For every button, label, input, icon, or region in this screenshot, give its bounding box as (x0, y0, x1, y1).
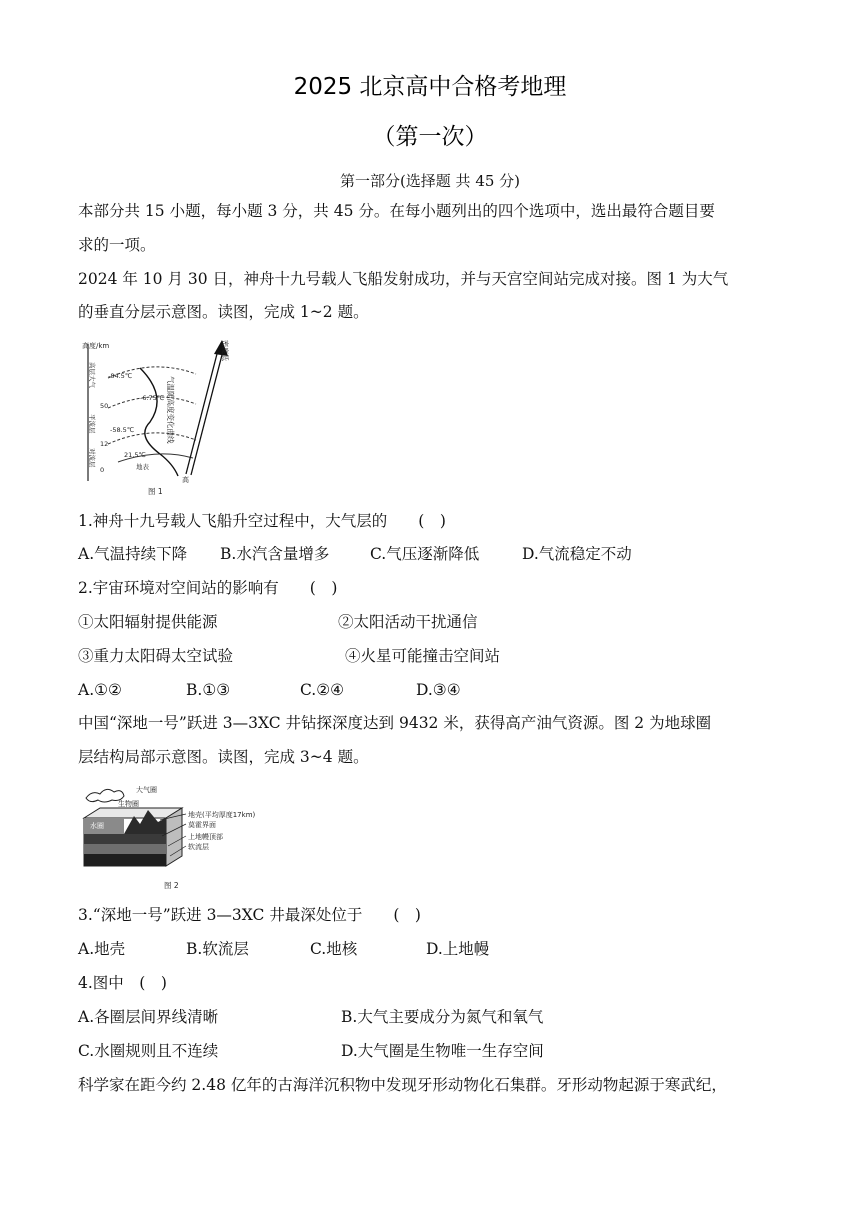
q1-stem: 1.神舟十九号载人飞船升空过程中，大气层的 ( ) (78, 512, 446, 530)
biosphere-label: 生物圈 (118, 800, 139, 808)
tick-0: 0 (100, 466, 105, 474)
q1-option-b[interactable]: B.水汽含量增多 (220, 545, 330, 563)
q4-option-b[interactable]: B.大气主要成分为氮气和氧气 (341, 1008, 544, 1026)
figure-1-atmosphere-diagram (78, 336, 238, 502)
moho-label: 莫霍界面 (188, 821, 216, 829)
ground-label: 地表 (136, 463, 149, 471)
q3-option-a[interactable]: A.地壳 (78, 940, 126, 958)
q2-statement-2: ②太阳活动干扰通信 (338, 613, 478, 631)
section-heading: 第一部分(选择题 共 45 分) (339, 172, 521, 190)
block-top-face (84, 808, 182, 818)
q2-stem: 2.宇宙环境对空间站的影响有 ( ) (78, 579, 338, 597)
exam-title: 2025 北京高中合格考地理 (293, 74, 567, 100)
passage3-line-1: 科学家在距今约 2.48 亿年的古海洋沉积物中发现牙形动物化石集群。牙形动物起源于寒武纪， (78, 1076, 727, 1094)
temp-label-1: -84.5℃ (108, 372, 133, 380)
exam-subtitle: （第一次） (372, 124, 488, 150)
q4-option-c[interactable]: C.水圈规则且不连续 (78, 1042, 219, 1060)
q4-stem: 4.图中 ( ) (78, 974, 167, 992)
q1-option-d[interactable]: D.气流稳定不动 (522, 545, 632, 563)
q2-statement-4: ④火星可能撞击空间站 (345, 647, 501, 665)
layer-label-high: 高层大气 (88, 362, 96, 388)
density-high-label: 高 (182, 476, 189, 484)
q4-option-a[interactable]: A.各圈层间界线清晰 (78, 1008, 219, 1026)
q2-option-d[interactable]: D.③④ (416, 681, 461, 699)
upper-mantle-band (84, 844, 166, 854)
passage1-line-1: 2024 年 10 月 30 日，神舟十九号载人飞船发射成功，并与天宫空间站完成对接。图 1 为大气 (78, 270, 729, 288)
asthenosphere-band (84, 854, 166, 866)
crust-label: 地壳(平均厚度17km) (188, 811, 256, 819)
density-arrow-line-2 (191, 351, 223, 475)
intro-line-2: 求的一项。 (78, 236, 156, 254)
crust-band (84, 834, 166, 844)
q3-option-d[interactable]: D.上地幔 (426, 940, 490, 958)
q4-option-d[interactable]: D.大气圈是生物唯一生存空间 (341, 1042, 544, 1060)
q3-stem: 3.“深地一号”跃进 3—3XC 井最深处位于 ( ) (78, 906, 421, 924)
passage2-line-2: 层结构局部示意图。读图，完成 3~4 题。 (78, 748, 369, 766)
asthenosphere-label: 软流层 (188, 843, 209, 851)
figure-2-caption: 图 2 (164, 881, 179, 890)
q2-option-b[interactable]: B.①③ (186, 681, 231, 699)
q2-option-c[interactable]: C.②④ (300, 681, 345, 699)
upper-mantle-label: 上地幔顶部 (188, 833, 223, 841)
temp-label-3: -58.5℃ (110, 426, 135, 434)
q3-option-c[interactable]: C.地核 (310, 940, 358, 958)
hydrosphere-label: 水圈 (90, 822, 104, 830)
temp-label-4: 21.5℃ (124, 451, 146, 459)
y-axis-label: 高度/km (82, 342, 110, 350)
layer-label-troposphere: 对流层 (88, 448, 96, 468)
q2-option-a[interactable]: A.①② (78, 681, 122, 699)
passage2-line-1: 中国“深地一号”跃进 3—3XC 井钻探深度达到 9432 米，获得高产油气资源。图 2 为地球圈 (78, 714, 712, 732)
tick-12: 12 (100, 440, 109, 448)
boundary-trop-top (108, 433, 196, 444)
q2-statement-1: ①太阳辐射提供能源 (78, 613, 218, 631)
intro-line-1: 本部分共 15 小题，每小题 3 分，共 45 分。在每小题列出的四个选项中，选出最符合题目要 (78, 202, 715, 220)
passage1-line-2: 的垂直分层示意图。读图，完成 1~2 题。 (78, 303, 369, 321)
density-arrow-line (186, 350, 218, 474)
q3-option-b[interactable]: B.软流层 (186, 940, 249, 958)
figure-2-earth-spheres-diagram (78, 780, 258, 896)
figure-1-caption: 图 1 (148, 487, 163, 496)
q2-statement-3: ③重力太阳碍太空试验 (78, 647, 234, 665)
density-low-label: 密度低 (221, 340, 229, 361)
curve-label: 气温随高度变化曲线 (166, 376, 175, 444)
temp-label-2: -6.75℃ (140, 394, 165, 402)
layer-label-stratosphere: 平流层 (88, 414, 96, 434)
q1-option-c[interactable]: C.气压逐渐降低 (370, 545, 480, 563)
atmosphere-label: 大气圈 (136, 786, 157, 794)
q1-option-a[interactable]: A.气温持续下降 (78, 545, 188, 563)
tick-50: 50 (100, 402, 109, 410)
